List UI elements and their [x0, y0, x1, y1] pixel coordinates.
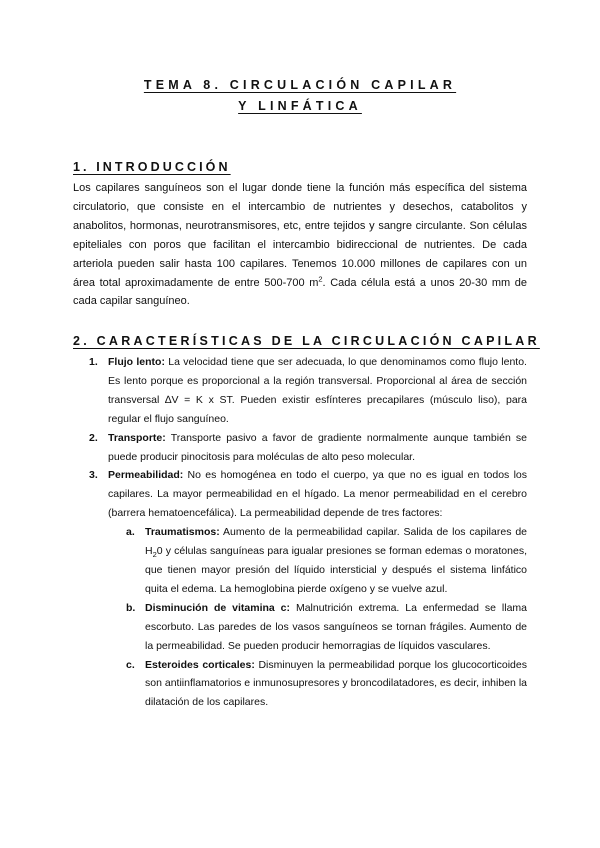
list-item — [73, 466, 527, 523]
intro-text-part2: . Cada célula está a unos 20-30 mm de cada capilar sanguíneo. — [73, 276, 527, 308]
intro-superscript: 2 — [318, 273, 323, 283]
sub-list-item-label: Traumatismos: — [145, 526, 220, 539]
list-item-text: No es homogénea en todo el cuerpo, ya que no es igual en todos los capilares. La mayor permeabilidad en el hígado. La menor permeabilidad en el cerebro (barrera hematoencefálica). La permeabilidad depende de tres factores: — [108, 469, 527, 520]
characteristics-list — [73, 353, 527, 712]
sub-list-item-text-part2: 0 y células sanguíneas para igualar presiones se forman edemas o moratones, que tienen mayor presión del líquido intersticial y después el sistema linfático quita el edema. La hemoglobina pierde oxígeno y se vuelve azul. — [145, 545, 527, 595]
list-item — [73, 429, 527, 467]
section-heading-caracteristicas: 2. CARACTERÍSTICAS DE LA CIRCULACIÓN CAPILAR — [73, 334, 540, 348]
sub-list-item-label: Esteroides corticales: — [145, 658, 255, 671]
list-item-text: Transporte pasivo a favor de gradiente normalmente aunque también se puede producir pinocitosis para moléculas de alto peso molecular. — [108, 431, 527, 463]
sub-list-item — [73, 523, 527, 599]
sub-list-item-text: Disminuyen la permeabilidad porque los glucocorticoides son antiinflamatorios e inmunosupresores y broncodilatadores, es decir, inhiben la dilatación de los capilares. — [145, 658, 527, 709]
sub-list-item-letter: c. — [126, 658, 135, 671]
sub-list-item-letter: a. — [126, 526, 135, 539]
sub-list-item-text-part1: Aumento de la permeabilidad capilar. Salida de los capilares de H — [145, 526, 527, 558]
list-item-text: La velocidad tiene que ser adecuada, lo que denominamos como flujo lento. Es lento porque es proporcional a la región transversal. Proporcional al área de sección transversal ∆V = K x ST. Pueden existir esfínteres precapilares (músculo liso), para regular el flujo sanguíneo. — [108, 356, 527, 425]
list-item-label: Permeabilidad: — [108, 469, 184, 482]
list-item-number: 1. — [89, 356, 98, 368]
sub-list-item-text: Malnutrición extrema. La enfermedad se llama escorbuto. Las paredes de los vasos sanguíneos se tornan frágiles. Aumento de la permeabilidad. Se pueden producir hemorragias de líquidos vasculares. — [145, 601, 527, 652]
introduction-paragraph — [73, 179, 527, 311]
sub-list-item-subscript: 2 — [152, 550, 157, 560]
sub-list-item-label: Disminución de vitamina c: — [145, 601, 291, 614]
sub-list-item-letter: b. — [126, 601, 136, 614]
intro-text-part1: Los capilares sanguíneos son el lugar donde tiene la función más específica del sistema circulatorio, que consiste en el intercambio de nutrientes y desechos, catabolitos y anabolitos, hormonas, neurotransmisores, etc, entre tejidos y sangre circulante. Son células epiteliales con poros que facilitan el intercambio bidireccional de nutrientes. De cada arteriola pueden salir hasta 100 capilares. Tenemos 10.000 millones de capilares con un área total aproximadamente de entre 500-700 m — [73, 182, 527, 289]
list-item-number: 2. — [89, 431, 98, 444]
list-item-label: Flujo lento: — [108, 356, 165, 368]
section-heading-introduccion: 1. INTRODUCCIÓN — [73, 160, 231, 174]
document-title-line-1: TEMA 8. CIRCULACIÓN CAPILAR — [143, 78, 457, 92]
sub-list-item — [73, 656, 527, 713]
list-item-number: 3. — [89, 469, 98, 482]
list-item — [73, 353, 527, 429]
sub-list-item — [73, 599, 527, 656]
list-item-label: Transporte: — [108, 431, 166, 444]
document-title-line-2: Y LINFÁTICA — [238, 99, 362, 113]
